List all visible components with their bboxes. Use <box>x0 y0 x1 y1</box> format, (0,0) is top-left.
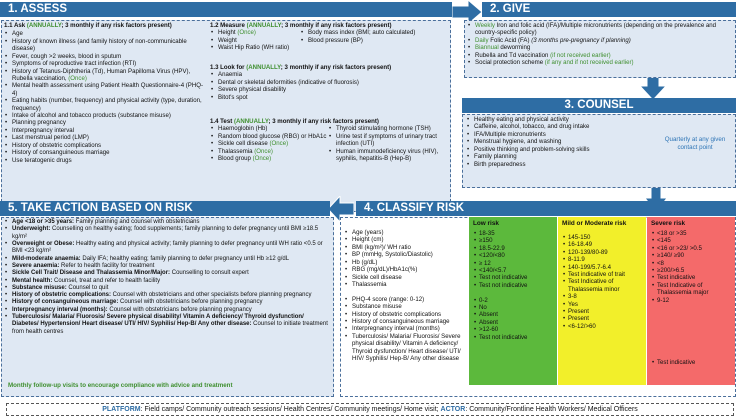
list-item: • Absent <box>473 319 553 326</box>
ask-freq: ; 3 monthly if any risk factors present) <box>61 22 172 29</box>
list-item: • Planning pregnancy <box>4 119 204 126</box>
classify-title: 4. CLASSIFY RISK <box>364 202 465 214</box>
counsel-header <box>462 98 736 113</box>
list-item: • Positive thinking and problem-solving skills <box>466 146 646 153</box>
list-item: • <140/<5.7 <box>473 267 553 274</box>
list-item: • Birth preparedness <box>466 161 646 168</box>
list-item: • Last menstrual period (LMP) <box>4 134 204 141</box>
list-item: • Overweight or Obese: Healthy eating and physical activity; family planning to defer pregnancy until WH ratio <0.5 or BMI <23 kg/m² <box>4 241 332 256</box>
list-item: • Sickle cell disease (Once) <box>210 140 328 147</box>
list-item: • Weight <box>210 37 300 44</box>
look-list <box>210 71 450 101</box>
list-item: • Mental health assessment using Patient Health Questionnaire-4 (PHQ-4) <box>4 82 204 97</box>
list-item: • Fever, cough >2 weeks, blood in sputum <box>4 53 204 60</box>
list-item: • Test not indicative <box>473 282 553 289</box>
list-item: • Social protection scheme (if any and if not received earlier) <box>467 59 733 66</box>
list-item: • Haemoglobin (Hb) <box>210 125 328 132</box>
list-item: • BMI (kg/m²)/ WH ratio <box>344 244 466 251</box>
list-item: • Anaemia <box>210 71 450 78</box>
list-item: • Blood group (Once) <box>210 155 328 162</box>
mild-risk-list <box>562 234 642 330</box>
list-item: • >12-60 <box>473 326 553 333</box>
ask-list <box>4 30 204 164</box>
list-item: • Present <box>562 308 642 315</box>
list-item: • Tuberculosis/ Malaria/ Fluorosis/ Severe physical disability/ Vitamin A deficiency/ Thyroid dysfunction/ Diabetes/ Hypertension/ Heart disease/ UTI/ HIV/ Syphilis/ Hep-B/ Any other disease: Counsel to initiate treatment from health centres <box>4 314 332 336</box>
list-item: • Weekly Iron and folic acid (IFA)/Multiple micronutrients (depending on the prevalence and country-specific policy) <box>467 22 733 37</box>
list-item: • Height (Once) <box>210 29 300 36</box>
give-header <box>482 2 736 17</box>
list-item: • Healthy eating and physical activity <box>466 116 646 123</box>
list-item: • Underweight: Counselling on healthy eating; food supplements; family planning to defer pregnancy until BMI ≥18.5 kg/m² <box>4 226 332 241</box>
list-item: • Waist Hip Ratio (WH ratio) <box>210 44 300 51</box>
list-item: • ≥140/ ≥90 <box>651 252 731 259</box>
platform-text: : Field camps/ Community outreach sessions/ Health Centres/ Community meetings/ Home visit; <box>140 406 441 413</box>
give-title: 2. GIVE <box>490 3 531 15</box>
list-item: • Bitot's spot <box>210 94 450 101</box>
list-item: • Age (years) <box>344 229 466 236</box>
list-item: • History of obstetric complications <box>4 142 204 149</box>
classify-header <box>356 201 736 216</box>
list-item: • Mental health: Counsel, treat and refer to health facility <box>4 278 332 285</box>
list-item: • Use teratogenic drugs <box>4 157 204 164</box>
list-item: • PHQ-4 score (range: 0-12) <box>344 296 466 303</box>
look-section: 1.3 Look for (ANNUALLY; 3 monthly if any risk factors present) • Anaemia • Dental or skeletal deformities (indicative of fluorosis) • Severe physical disability • Bitot's spot <box>210 64 450 101</box>
measure-list-1 <box>210 29 300 51</box>
test-section: 1.4 Test (ANNUALLY; 3 monthly if any risk factors present) • Haemoglobin (Hb) • Random blood glucose (RBG) or HbA1c • Sickle cell disease (Once) • Thalassemia (Once) • Blood group (Once) • Thyroid stimulating hormone (TSH) • Urine test if symptoms of urinary tract infection (UTI) • Human immunodeficiency virus (HIV), syphilis, hepatitis-B (Hep-B) <box>210 118 450 163</box>
list-item: • 8-11.9 <box>562 256 642 263</box>
list-item: • 9-12 <box>651 297 731 304</box>
test-list-1 <box>210 125 328 162</box>
list-item: • Caffeine, alcohol, tobacco, and drug intake <box>466 123 646 130</box>
list-item: • History of Tetanus-Diphtheria (Td), Human Papilloma Virus (HPV), Rubella vaccination, (Once) <box>4 68 204 83</box>
list-item: • <16 or >23/ >0.5 <box>651 245 731 252</box>
severe-risk-list <box>651 230 731 304</box>
list-item: • Mild-moderate anaemia: Daily IFA; healthy eating; family planning to defer pregnancy until Hb ≥12 g/dL <box>4 256 332 263</box>
list-item: • Intake of alcohol and tobacco products (substance misuse) <box>4 112 204 119</box>
list-item: • Test Indicative of Thalassemia minor <box>562 278 642 293</box>
list-item: • ≥200/>6.5 <box>651 267 731 274</box>
mild-risk-title: Mild or Moderate risk <box>562 220 627 227</box>
list-item: • <18 or >35 <box>651 230 731 237</box>
list-item: • History of consanguineous marriage <box>344 318 466 325</box>
severe-risk-column <box>647 217 735 385</box>
list-item: • Symptoms of reproductive tract infection (RTI) <box>4 60 204 67</box>
list-item: • Severe anaemia: Refer to health facility for treatment <box>4 263 332 270</box>
list-item: • History of consanguineous marriage: Counsel with obstetricians before planning pregnancy <box>4 299 332 306</box>
platform-label: PLATFORM <box>102 406 141 413</box>
list-item: • Daily Folic Acid (FA) (3 months pre-pregnancy if planning) <box>467 37 733 44</box>
assess-header <box>0 2 452 17</box>
list-item: • <120/<80 <box>473 252 553 259</box>
ask-section <box>4 22 204 164</box>
list-item: • IFA/Multiple micronutrients <box>466 131 646 138</box>
classify-params <box>344 229 466 363</box>
assess-title: 1. ASSESS <box>8 3 68 15</box>
list-item: • Dental or skeletal deformities (indicative of fluorosis) <box>210 79 450 86</box>
list-item: • Yes <box>562 301 642 308</box>
list-item: • Age <box>4 30 204 37</box>
list-item: • Hb (g/dL) <box>344 259 466 266</box>
list-item: • Eating habits (number, frequency) and physical activity (type, duration, frequency) <box>4 97 204 112</box>
list-item: • History of obstetric complications: Counsel with obstetricians and other specialists before planning pregnancy <box>4 292 332 299</box>
list-item: • RBG (mg/dL)/HbA1c(%) <box>344 266 466 273</box>
list-item: • 145-150 <box>562 234 642 241</box>
list-item: • Test indicative of trait <box>562 271 642 278</box>
action-list <box>4 219 332 336</box>
list-item: • Test not indicative <box>473 274 553 281</box>
list-item: • Menstrual hygiene, and washing <box>466 138 646 145</box>
list-item: • 0-2 <box>473 297 553 304</box>
give-list <box>467 22 733 67</box>
counsel-list <box>466 116 646 168</box>
low-risk-list <box>473 230 553 341</box>
list-item: • ≥ 12 <box>473 260 553 267</box>
list-item: • No <box>473 304 553 311</box>
list-item: • Urine test if symptoms of urinary tract infection (UTI) <box>328 133 448 148</box>
list-item: • Interpregnancy interval (months): Counsel with obstetricians before planning pregnancy <box>4 307 332 314</box>
list-item: • Absent <box>473 311 553 318</box>
list-item: • Severe physical disability <box>210 86 450 93</box>
list-item: • Test indicative <box>651 359 695 366</box>
ask-annual: (ANNUALLY <box>26 22 62 29</box>
list-item: • 18-35 <box>473 230 553 237</box>
list-item: • Family planning <box>466 153 646 160</box>
list-item: • Test not indicative <box>473 334 553 341</box>
list-item: • Interpregnancy interval (months) <box>344 325 466 332</box>
list-item: • Interpregnancy interval <box>4 127 204 134</box>
list-item: • Biannual deworming <box>467 44 733 51</box>
actor-label: ACTOR <box>440 406 466 413</box>
list-item: • Test indicative <box>651 274 731 281</box>
list-item: • Tuberculosis/ Malaria/ Fluorosis/ Severe physical disability/ Vitamin A deficiency/ Thyroid dysfunction/ Heart disease/ UTI/ HIV/ Syphilis/ Hep-B/ Any other disease <box>344 333 466 363</box>
actor-text: : Community/Frontline Health Workers/ Medical Officers <box>465 406 638 413</box>
low-risk-title: Low risk <box>473 220 499 227</box>
list-item: • Blood pressure (BP) <box>300 37 450 44</box>
action-title: 5. TAKE ACTION BASED ON RISK <box>8 202 193 214</box>
severe-risk-title: Severe risk <box>651 220 686 227</box>
low-risk-column <box>469 217 557 385</box>
counsel-title: 3. COUNSEL <box>564 99 634 111</box>
list-item: • Age <18 or >35 years: Family planning and counsel with obstetricians <box>4 219 332 226</box>
arrow-give-to-counsel <box>640 76 666 100</box>
list-item: • Sickle cell disease <box>344 274 466 281</box>
list-item: • BP (mmHg, Systolic/Diastolic) <box>344 251 466 258</box>
list-item: • Thalassemia <box>344 281 466 288</box>
test-list-2 <box>328 125 448 162</box>
list-item: • History of consanguineous marriage <box>4 149 204 156</box>
ask-label: 1.1 Ask <box>4 22 26 29</box>
list-item: • Rubella and Td vaccination (if not received earlier) <box>467 52 733 59</box>
list-item: • Substance misuse: Counsel to quit <box>4 285 332 292</box>
list-item: • Thalassemia (Once) <box>210 148 328 155</box>
list-item: • 3-8 <box>562 293 642 300</box>
list-item: • 120-139/80-89 <box>562 249 642 256</box>
list-item: • History of obstetric complications <box>344 311 466 318</box>
list-item: • <6-12/>60 <box>562 323 642 330</box>
list-item: • 140-199/5.7-6.4 <box>562 264 642 271</box>
counsel-note: Quarterly at any given contact point <box>664 136 726 151</box>
footer <box>6 403 734 416</box>
list-item: • <8 <box>651 260 731 267</box>
list-item: • Substance misuse <box>344 303 466 310</box>
measure-section: 1.2 Measure (ANNUALLY; 3 monthly if any risk factors present) • Height (Once) • Weight • Waist Hip Ratio (WH ratio) • Body mass index (BMI; auto calculated) • Blood pressure (BP) <box>210 22 450 52</box>
mild-risk-column <box>558 217 646 385</box>
action-followup: Monthly follow-up visits to encourage compliance with advice and treatment <box>8 382 233 389</box>
list-item: • Random blood glucose (RBG) or HbA1c <box>210 133 328 140</box>
measure-list-2 <box>300 29 450 51</box>
list-item: • Thyroid stimulating hormone (TSH) <box>328 125 448 132</box>
list-item: • Body mass index (BMI; auto calculated) <box>300 29 450 36</box>
action-header <box>0 201 330 216</box>
list-item: • Sickle Cell Trait/ Disease and Thalassemia Minor/Major: Counselling to consult expert <box>4 270 332 277</box>
list-item: • 16-18.49 <box>562 241 642 248</box>
list-item: • ≥150 <box>473 237 553 244</box>
list-item: • Height (cm) <box>344 236 466 243</box>
list-item: • History of known illness (and family history of non-communicable disease) <box>4 38 204 53</box>
list-item: • Present <box>562 315 642 322</box>
list-item: • Human immunodeficiency virus (HIV), syphilis, hepatitis-B (Hep-B) <box>328 148 448 163</box>
measure-label: 1.2 Measure <box>210 22 245 29</box>
list-item: • <145 <box>651 237 731 244</box>
list-item: • 18.5-22.9 <box>473 245 553 252</box>
list-item: • Test Indicative of Thalassemia major <box>651 282 731 297</box>
